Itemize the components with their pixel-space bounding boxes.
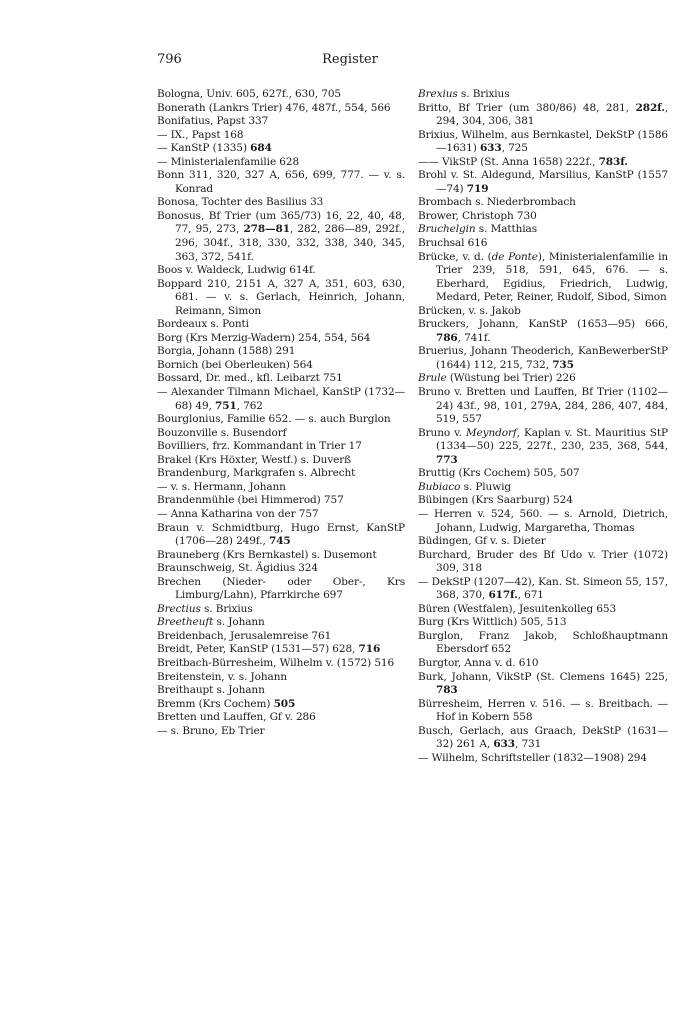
- entry-text: s. Brixius: [200, 602, 253, 615]
- entry-text: Breitbach-Bürresheim, Wilhelm v. (1572) 516: [157, 656, 395, 669]
- entry-text: Bruchsal 616: [418, 237, 488, 250]
- index-entry: [418, 657, 668, 671]
- index-entry: [418, 305, 668, 319]
- entry-text: Bonosa, Tochter des Basilius 33: [157, 196, 324, 209]
- index-entry: [418, 345, 668, 372]
- index-entry: [418, 508, 668, 535]
- index-entry: [157, 698, 405, 712]
- entry-text: , 294, 304, 306, 381: [436, 101, 668, 128]
- index-column-left: [157, 88, 405, 738]
- entry-text: s. Johann: [213, 616, 265, 629]
- entry-text: Boppard 210, 2151 A, 327 A, 351, 603, 630, 681. — v. s. Gerlach, Heinrich, Johann, Reimann, Simon: [157, 277, 405, 317]
- index-entry: [157, 210, 405, 264]
- index-entry: [157, 549, 405, 563]
- index-entry: [157, 481, 405, 495]
- entry-text: Bourglonius, Familie 652. — s. auch Burglon: [157, 413, 391, 426]
- index-entry: [157, 725, 405, 739]
- entry-text: — IX., Papst 168: [157, 128, 244, 141]
- running-head: Register: [322, 52, 378, 67]
- entry-text: Burgtor, Anna v. d. 610: [418, 656, 539, 669]
- bold-page-ref: 745: [268, 535, 291, 548]
- index-entry: [157, 196, 405, 210]
- entry-text: s. Matthias: [475, 223, 537, 236]
- index-entry: [157, 318, 405, 332]
- entry-text: , Kaplan v. St. Mauritius StP (1334—50) 225, 227f., 230, 235, 368, 544,: [436, 426, 668, 453]
- index-entry: [157, 467, 405, 481]
- entry-text: (Wüstung bei Trier) 226: [446, 372, 576, 385]
- index-entry: [418, 481, 668, 495]
- entry-text: Burg (Krs Wittlich) 505, 513: [418, 616, 567, 629]
- bold-page-ref: 773: [436, 453, 458, 466]
- entry-text: Braun v. Schmidtburg, Hugo Ernst, KanStP (1706—28) 249f.,: [157, 521, 405, 548]
- index-column-right: [418, 88, 668, 765]
- entry-text: Bürresheim, Herren v. 516. — s. Breitbach. — Hof in Kobern 558: [418, 697, 668, 724]
- index-entry: [418, 169, 668, 196]
- index-entry: [157, 102, 405, 116]
- index-entry: [157, 671, 405, 685]
- entry-text: Burglon, Franz Jakob, Schloßhauptmann Ebersdorf 652: [418, 629, 668, 656]
- index-entry: [157, 169, 405, 196]
- entry-text: Bruttig (Krs Cochem) 505, 507: [418, 467, 580, 480]
- index-entry: [418, 318, 668, 345]
- index-entry: [418, 494, 668, 508]
- entry-text: Breithaupt s. Johann: [157, 684, 265, 697]
- bold-page-ref: 719: [466, 182, 489, 195]
- entry-text: Bruckers, Johann, KanStP (1653—95) 666,: [418, 318, 668, 331]
- entry-text: Bretten und Lauffen, Gf v. 286: [157, 711, 316, 724]
- entry-text: , 282, 286—89, 292f., 296, 304f., 318, 330, 332, 338, 340, 345, 363, 372, 541f.: [175, 223, 405, 263]
- entry-text: , 762: [236, 399, 263, 412]
- index-entry: [157, 115, 405, 129]
- entry-text: Bossard, Dr. med., kfl. Leibarzt 751: [157, 372, 343, 385]
- entry-text: Bovilliers, frz. Kommandant in Trier 17: [157, 440, 362, 453]
- entry-text: — DekStP (1207—42), Kan. St. Simeon 55, 157, 368, 370,: [418, 575, 668, 602]
- bold-page-ref: 278—81: [243, 223, 290, 236]
- index-entry: [157, 522, 405, 549]
- index-entry: [418, 603, 668, 617]
- bold-page-ref: 633: [479, 142, 502, 155]
- index-entry: [418, 129, 668, 156]
- entry-text: Büren (Westfalen), Jesuitenkolleg 653: [418, 602, 617, 615]
- entry-text: Bonn 311, 320, 327 A, 656, 699, 777. — v. s. Konrad: [157, 169, 405, 195]
- entry-text: Borg (Krs Merzig-Wadern) 254, 554, 564: [157, 331, 371, 344]
- italic-term: Bubiaco: [418, 480, 461, 493]
- bold-page-ref: 783: [436, 684, 458, 697]
- entry-text: Borgia, Johann (1588) 291: [157, 345, 296, 358]
- entry-text: Bonerath (Lankrs Trier) 476, 487f., 554, 566: [157, 101, 391, 114]
- entry-text: — Herren v. 524, 560. — s. Arnold, Dietrich, Johann, Ludwig, Margaretha, Thomas: [418, 507, 668, 534]
- bold-page-ref: 751: [215, 399, 237, 412]
- italic-term: de Ponte: [491, 250, 538, 263]
- index-entry: [157, 332, 405, 346]
- entry-text: Bruerius, Johann Theoderich, KanBewerberStP (1644) 112, 215, 732,: [418, 345, 668, 371]
- entry-text: s. Pluwig: [460, 480, 511, 493]
- index-entry: [157, 684, 405, 698]
- index-entry: [418, 427, 668, 468]
- index-entry: [418, 630, 668, 657]
- entry-text: — v. s. Hermann, Johann: [157, 480, 286, 493]
- index-entry: [157, 278, 405, 319]
- index-entry: [157, 129, 405, 143]
- entry-text: — Anna Katharina von der 757: [157, 507, 319, 520]
- index-entry: [157, 657, 405, 671]
- entry-text: Brohl v. St. Aldegund, Marsilius, KanStP (1557—74): [418, 169, 668, 195]
- entry-text: Bonifatius, Papst 337: [157, 115, 269, 128]
- italic-term: Brule: [418, 372, 447, 385]
- bold-page-ref: 783f.: [598, 155, 628, 168]
- entry-text: Bübingen (Krs Saarburg) 524: [418, 494, 573, 507]
- entry-text: Brauneberg (Krs Bernkastel) s. Dusemont: [157, 548, 377, 561]
- entry-text: Braunschweig, St. Ägidius 324: [157, 562, 318, 575]
- entry-text: , 731: [514, 738, 542, 751]
- entry-text: , 741f.: [457, 331, 491, 344]
- entry-text: Brechen (Nieder- oder Ober-, Krs Limburg/Lahn), Pfarrkirche 697: [157, 575, 405, 602]
- index-entry: [418, 535, 668, 549]
- bold-page-ref: 716: [358, 643, 381, 656]
- entry-text: Brakel (Krs Höxter, Westf.) s. Duverß: [157, 453, 352, 466]
- bold-page-ref: 786: [436, 331, 458, 344]
- index-entry: [418, 210, 668, 224]
- index-entry: [157, 508, 405, 522]
- index-entry: [418, 196, 668, 210]
- index-entry: [418, 725, 668, 752]
- entry-text: , 671: [517, 589, 544, 602]
- index-entry: [418, 386, 668, 427]
- index-entry: [418, 752, 668, 766]
- italic-term: Brectius: [157, 602, 201, 615]
- bold-page-ref: 505: [273, 697, 296, 710]
- index-entry: [157, 345, 405, 359]
- index-entry: [157, 142, 405, 156]
- index-entry: [157, 643, 405, 657]
- index-entry: [157, 454, 405, 468]
- italic-term: Bruchelgin: [418, 223, 476, 236]
- entry-text: Büdingen, Gf v. s. Dieter: [418, 535, 546, 548]
- entry-text: Busch, Gerlach, aus Graach, DekStP (1631—32) 261 A,: [418, 724, 668, 751]
- italic-term: Meyndorf: [465, 426, 517, 439]
- index-entry: [157, 372, 405, 386]
- index-entry: [157, 88, 405, 102]
- entry-text: — Ministerialenfamilie 628: [157, 155, 300, 168]
- entry-text: Brower, Christoph 730: [418, 209, 537, 222]
- entry-text: Bruno v.: [418, 426, 466, 439]
- index-entry: [418, 616, 668, 630]
- index-entry: [418, 251, 668, 305]
- index-entry: [157, 359, 405, 373]
- entry-text: Breidt, Peter, KanStP (1531—57) 628,: [157, 643, 359, 656]
- entry-text: Breidenbach, Jerusalemreise 761: [157, 629, 332, 642]
- entry-text: Brücke, v. d. (: [418, 250, 492, 263]
- entry-text: — Wilhelm, Schriftsteller (1832—1908) 294: [418, 751, 647, 764]
- page-number: 796: [157, 52, 182, 67]
- entry-text: Bruno v. Bretten und Lauffen, Bf Trier (1102—24) 43f., 98, 101, 279A, 284, 286, 407, 484, 519, 557: [418, 386, 668, 426]
- entry-text: , 725: [501, 142, 528, 155]
- entry-text: Brixius, Wilhelm, aus Bernkastel, DekStP (1586—1631): [418, 128, 668, 155]
- index-entry: [418, 467, 668, 481]
- index-entry: [418, 671, 668, 698]
- entry-text: Bonosus, Bf Trier (um 365/73) 16, 22, 40, 48, 77, 95, 273,: [157, 209, 405, 236]
- entry-text: Bouzonville s. Busendorf: [157, 426, 287, 439]
- index-entry: [418, 88, 668, 102]
- index-entry: [157, 562, 405, 576]
- entry-text: —— VikStP (St. Anna 1658) 222f.,: [418, 155, 599, 168]
- entry-text: Brandenburg, Markgrafen s. Albrecht: [157, 467, 356, 480]
- index-entry: [157, 616, 405, 630]
- index-entry: [418, 102, 668, 129]
- bold-page-ref: 617f.: [488, 589, 518, 602]
- bold-page-ref: 282f.: [635, 101, 665, 114]
- index-entry: [157, 427, 405, 441]
- bold-page-ref: 633: [493, 738, 515, 751]
- entry-text: — KanStP (1335): [157, 142, 251, 155]
- index-entry: [157, 264, 405, 278]
- index-entry: [418, 223, 668, 237]
- index-entry: [157, 711, 405, 725]
- entry-text: Burchard, Bruder des Bf Udo v. Trier (1072) 309, 318: [418, 548, 668, 575]
- entry-text: ), Ministerialenfamilie in Trier 239, 518, 591, 645, 676. — s. Eberhard, Egidius, Friedrich, Ludwig, Medard, Peter, Reiner, Rudolf, Sibod, Simon: [436, 250, 668, 304]
- index-entry: [157, 440, 405, 454]
- index-entry: [157, 386, 405, 413]
- bold-page-ref: 735: [552, 358, 574, 371]
- entry-text: Boos v. Waldeck, Ludwig 614f.: [157, 264, 316, 277]
- index-entry: [418, 549, 668, 576]
- index-entry: [157, 576, 405, 603]
- index-entry: [418, 156, 668, 170]
- bold-page-ref: 684: [250, 142, 272, 155]
- index-entry: [157, 630, 405, 644]
- entry-text: — Alexander Tilmann Michael, KanStP (1732—68) 49,: [157, 386, 405, 412]
- index-entry: [418, 237, 668, 251]
- index-entry: [157, 603, 405, 617]
- entry-text: — s. Bruno, Eb Trier: [157, 724, 265, 737]
- index-entry: [157, 156, 405, 170]
- entry-text: Britto, Bf Trier (um 380/86) 48, 281,: [418, 101, 636, 114]
- entry-text: Burk, Johann, VikStP (St. Clemens 1645) 225,: [418, 670, 668, 683]
- entry-text: Bornich (bei Oberleuken) 564: [157, 358, 313, 371]
- entry-text: s. Brixius: [457, 88, 510, 100]
- index-entry: [157, 413, 405, 427]
- index-entry: [418, 372, 668, 386]
- index-entry: [418, 698, 668, 725]
- entry-text: Breitenstein, v. s. Johann: [157, 670, 288, 683]
- italic-term: Breetheuft: [157, 616, 214, 629]
- entry-text: Brücken, v. s. Jakob: [418, 304, 521, 317]
- entry-text: Bologna, Univ. 605, 627f., 630, 705: [157, 88, 342, 100]
- index-entry: [157, 494, 405, 508]
- index-entry: [418, 576, 668, 603]
- entry-text: Bordeaux s. Ponti: [157, 318, 249, 331]
- entry-text: Bremm (Krs Cochem): [157, 697, 274, 710]
- entry-text: Brombach s. Niederbrombach: [418, 196, 576, 209]
- entry-text: Brandenmühle (bei Himmerod) 757: [157, 494, 344, 507]
- italic-term: Brexius: [418, 88, 458, 100]
